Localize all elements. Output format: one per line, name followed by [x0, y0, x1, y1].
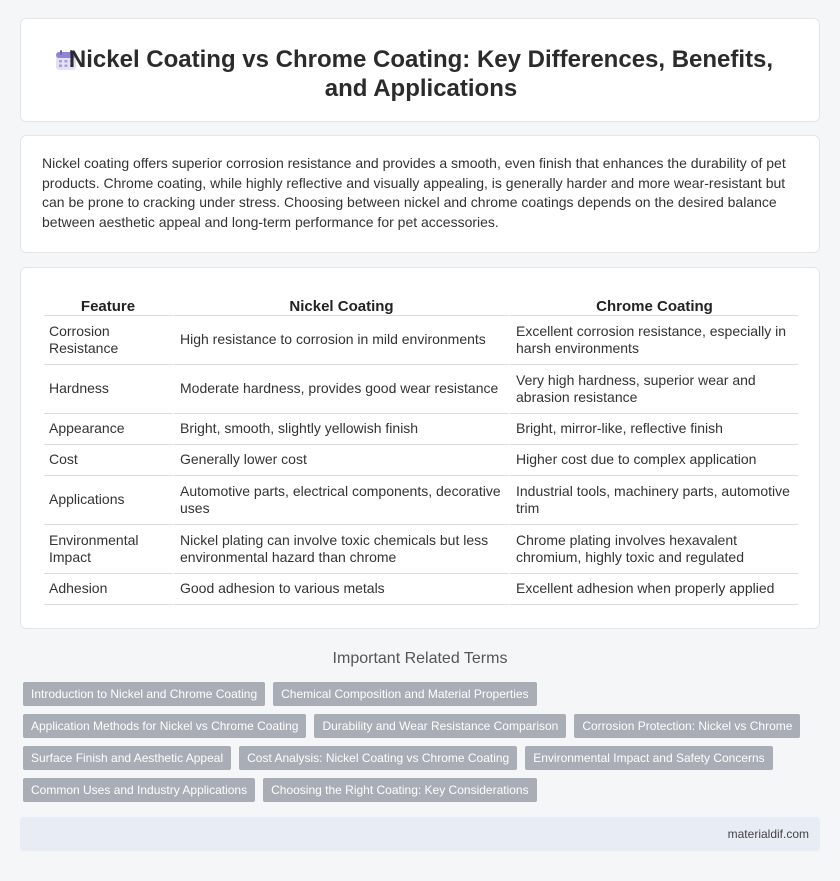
table-row [44, 525, 798, 574]
cell-feature: Environmental Impact [44, 525, 172, 574]
cell-chrome: Very high hardness, superior wear and abrasion resistance [508, 365, 798, 414]
related-tag[interactable]: Surface Finish and Aesthetic Appeal [23, 746, 231, 770]
related-tag[interactable]: Environmental Impact and Safety Concerns [525, 746, 772, 770]
header-feature: Feature [44, 290, 172, 316]
cell-nickel: Good adhesion to various metals [172, 574, 508, 605]
table-row [44, 476, 798, 525]
comparison-table [44, 290, 798, 605]
cell-nickel: Automotive parts, electrical components, decorative uses [172, 476, 508, 525]
header-chrome: Chrome Coating [508, 290, 798, 316]
related-tag[interactable]: Common Uses and Industry Applications [23, 778, 255, 802]
cell-feature: Cost [44, 445, 172, 476]
cell-nickel: Generally lower cost [172, 445, 508, 476]
related-tag[interactable]: Corrosion Protection: Nickel vs Chrome [574, 714, 800, 738]
cell-feature: Hardness [44, 365, 172, 414]
cell-chrome: Industrial tools, machinery parts, automotive trim [508, 476, 798, 525]
table-row [44, 365, 798, 414]
cell-feature: Applications [44, 476, 172, 525]
table-row [44, 316, 798, 365]
related-terms-title: Important Related Terms [332, 650, 508, 667]
header-card [20, 18, 820, 122]
related-tag[interactable]: Choosing the Right Coating: Key Considerations [263, 778, 536, 802]
intro-text: Nickel coating offers superior corrosion resistance and provides a smooth, even finish that enhances the durability of pet products. Chrome coating, while highly reflective and visually appealing, is generally harder and more wear-resistant but can be prone to cracking under stress. Choosing between nickel and chrome coatings depends on the desired balance between aesthetic appeal and long-term performance for pet accessories. [42, 155, 786, 230]
cell-chrome: Excellent corrosion resistance, especially in harsh environments [508, 316, 798, 365]
cell-feature: Adhesion [44, 574, 172, 605]
related-terms-tags [23, 682, 823, 810]
cell-nickel: Moderate hardness, provides good wear resistance [172, 365, 508, 414]
cell-chrome: Bright, mirror-like, reflective finish [508, 414, 798, 445]
footer [20, 817, 820, 851]
cell-chrome: Chrome plating involves hexavalent chromium, highly toxic and regulated [508, 525, 798, 574]
intro-card [20, 135, 820, 253]
related-tag[interactable]: Application Methods for Nickel vs Chrome Coating [23, 714, 306, 738]
related-tag[interactable]: Introduction to Nickel and Chrome Coating [23, 682, 265, 706]
header-nickel: Nickel Coating [172, 290, 508, 316]
related-tag[interactable]: Durability and Wear Resistance Comparison [314, 714, 566, 738]
cell-chrome: Higher cost due to complex application [508, 445, 798, 476]
cell-nickel: Bright, smooth, slightly yellowish finish [172, 414, 508, 445]
related-tag[interactable]: Cost Analysis: Nickel Coating vs Chrome Coating [239, 746, 517, 770]
cell-feature: Corrosion Resistance [44, 316, 172, 365]
table-row [44, 414, 798, 445]
cell-nickel: High resistance to corrosion in mild environments [172, 316, 508, 365]
comparison-table-card [20, 267, 820, 629]
footer-site-link[interactable]: materialdif.com [727, 827, 809, 841]
cell-nickel: Nickel plating can involve toxic chemicals but less environmental hazard than chrome [172, 525, 508, 574]
cell-chrome: Excellent adhesion when properly applied [508, 574, 798, 605]
cell-feature: Appearance [44, 414, 172, 445]
table-row [44, 574, 798, 605]
page-title: Nickel Coating vs Chrome Coating: Key Differences, Benefits, and Applications [68, 46, 774, 102]
table-row [44, 445, 798, 476]
related-tag[interactable]: Chemical Composition and Material Properties [273, 682, 536, 706]
